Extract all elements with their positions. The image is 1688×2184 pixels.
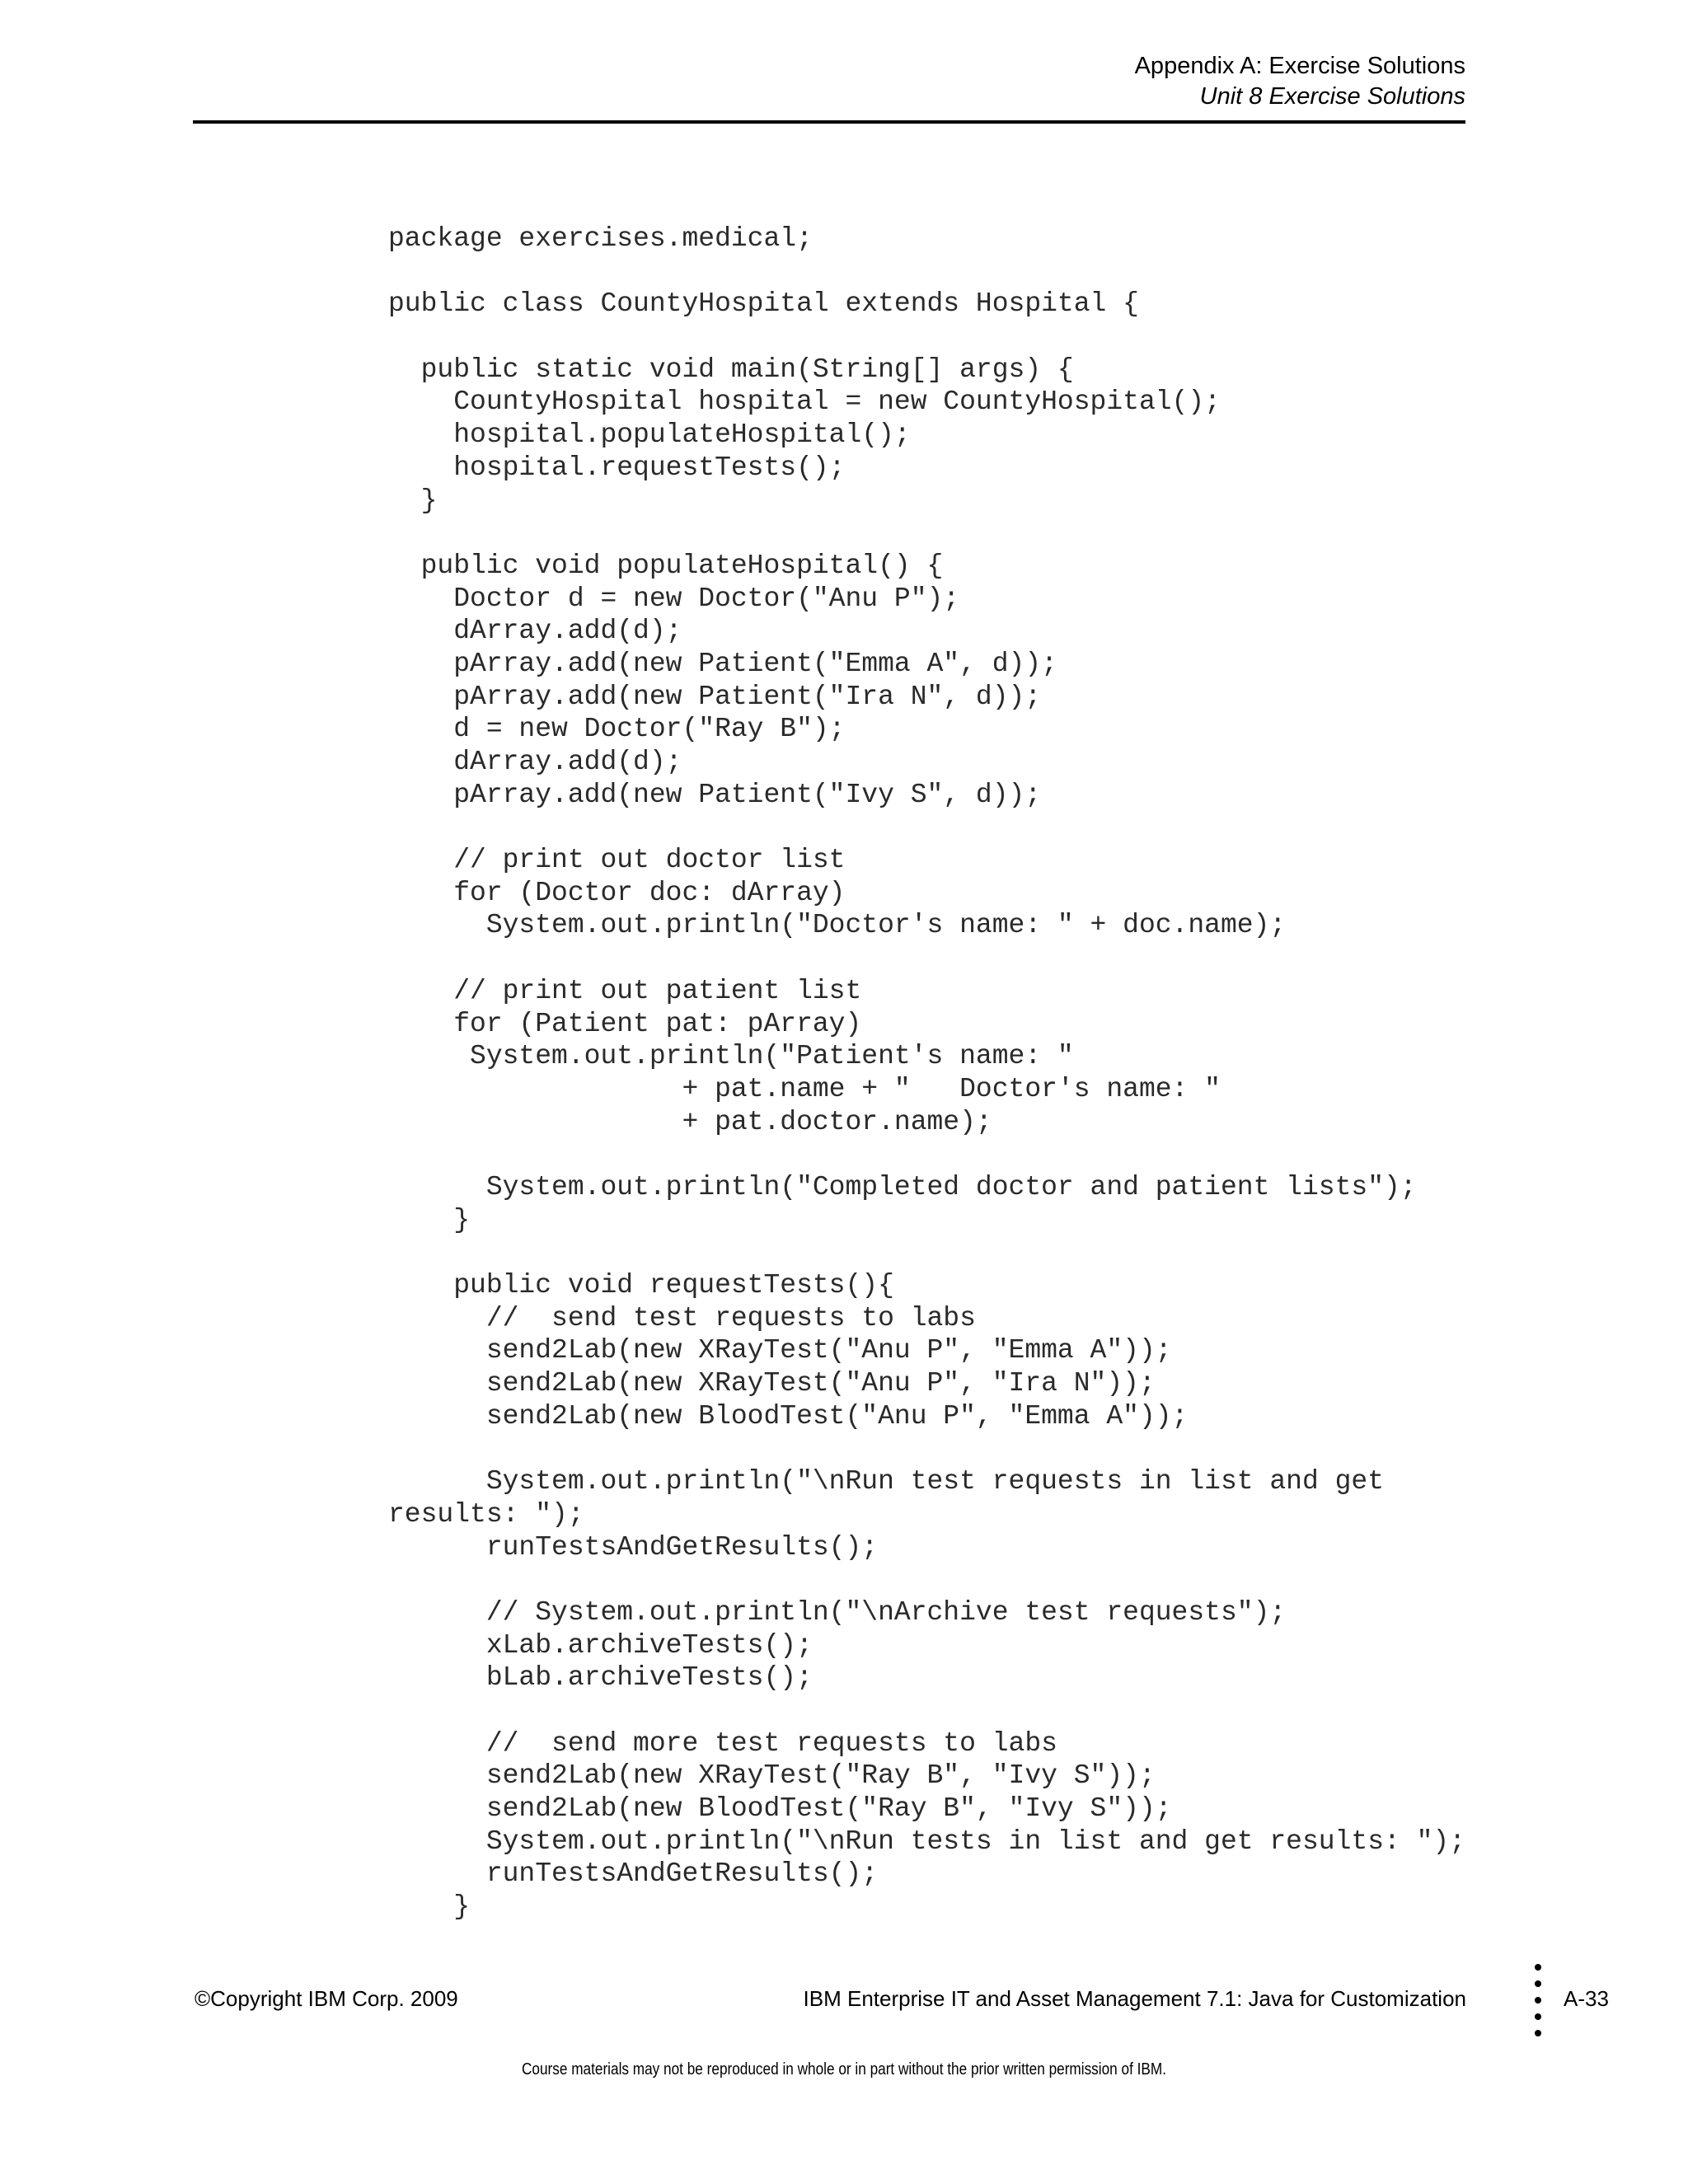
- code-line: + pat.doctor.name);: [388, 1106, 992, 1137]
- code-line: }: [388, 485, 438, 516]
- dot-separator: [1535, 1964, 1543, 2046]
- code-line: pArray.add(new Patient("Emma A", d));: [388, 648, 1057, 679]
- page-number: A-33: [1564, 1986, 1609, 2011]
- code-line: [388, 1563, 1465, 1596]
- code-line: // send test requests to labs: [388, 1302, 976, 1333]
- code-line: package exercises.medical;: [388, 223, 813, 254]
- code-line: send2Lab(new XRayTest("Ray B", "Ivy S"));: [388, 1760, 1156, 1792]
- code-line: public void populateHospital() {: [388, 550, 944, 581]
- code-line: public class CountyHospital extends Hospital {: [388, 288, 1139, 320]
- dot: [1535, 1980, 1541, 1987]
- code-line: pArray.add(new Patient("Ivy S", d));: [388, 779, 1042, 810]
- code-line: pArray.add(new Patient("Ira N", d));: [388, 681, 1042, 712]
- code-line: [388, 811, 1465, 844]
- code-line: for (Patient pat: pArray): [388, 1008, 862, 1039]
- code-line: dArray.add(d);: [388, 616, 682, 647]
- code-line: [388, 1236, 1465, 1269]
- code-listing: [388, 223, 1465, 1924]
- code-line: // print out patient list: [388, 975, 862, 1006]
- code-line: System.out.println("Patient's name: ": [388, 1041, 1074, 1072]
- code-line: // System.out.println("\nArchive test requests");: [388, 1596, 1287, 1628]
- code-line: [388, 1432, 1465, 1465]
- code-line: send2Lab(new XRayTest("Anu P", "Emma A"));: [388, 1335, 1172, 1366]
- code-line: public void requestTests(){: [388, 1270, 894, 1301]
- code-line: results: ");: [388, 1498, 584, 1530]
- code-line: [388, 1138, 1465, 1171]
- unit-subtitle: Unit 8 Exercise Solutions: [1199, 83, 1465, 110]
- code-line: + pat.name + " Doctor's name: ": [388, 1073, 1221, 1104]
- code-line: public static void main(String[] args) {: [388, 354, 1074, 385]
- code-line: Doctor d = new Doctor("Anu P");: [388, 583, 960, 614]
- copyright-text: ©Copyright IBM Corp. 2009: [195, 1986, 458, 2011]
- code-line: System.out.println("Completed doctor and patient lists");: [388, 1171, 1417, 1202]
- code-line: [388, 942, 1465, 975]
- code-line: runTestsAndGetResults();: [388, 1531, 879, 1563]
- code-line: bLab.archiveTests();: [388, 1662, 813, 1694]
- course-title: IBM Enterprise IT and Asset Management 7.1: Java for Customization: [803, 1986, 1466, 2011]
- dot: [1535, 1997, 1541, 2004]
- code-line: [388, 517, 1465, 550]
- code-line: [388, 255, 1465, 288]
- code-line: dArray.add(d);: [388, 747, 682, 777]
- page-header: [1135, 51, 1465, 112]
- code-line: d = new Doctor("Ray B");: [388, 714, 846, 745]
- dot: [1535, 2030, 1541, 2036]
- code-line: System.out.println("\nRun test requests in list and get: [388, 1466, 1384, 1497]
- copyright-notice: Course materials may not be reproduced in whole or in part without the prior written permission of IBM.: [521, 2060, 1166, 2079]
- code-line: [388, 1694, 1465, 1727]
- code-line: send2Lab(new BloodTest("Ray B", "Ivy S"));: [388, 1793, 1172, 1824]
- dot: [1535, 1964, 1541, 1971]
- header-rule: [193, 120, 1465, 124]
- code-line: System.out.println("\nRun tests in list and get results: ");: [388, 1825, 1466, 1857]
- code-line: hospital.requestTests();: [388, 452, 846, 483]
- code-line: send2Lab(new XRayTest("Anu P", "Ira N"));: [388, 1368, 1156, 1399]
- code-line: // print out doctor list: [388, 845, 846, 876]
- code-line: System.out.println("Doctor's name: " + doc.name);: [388, 910, 1287, 941]
- code-line: }: [388, 1891, 471, 1923]
- code-line: runTestsAndGetResults();: [388, 1858, 879, 1890]
- code-line: hospital.populateHospital();: [388, 419, 911, 451]
- appendix-title: Appendix A: Exercise Solutions: [1134, 53, 1465, 79]
- code-line: }: [388, 1204, 471, 1235]
- code-line: CountyHospital hospital = new CountyHospital();: [388, 387, 1221, 418]
- dot: [1535, 2013, 1541, 2020]
- code-line: for (Doctor doc: dArray): [388, 877, 846, 908]
- code-line: send2Lab(new BloodTest("Anu P", "Emma A"));: [388, 1400, 1189, 1432]
- code-line: // send more test requests to labs: [388, 1727, 1057, 1759]
- code-line: [388, 321, 1465, 354]
- code-line: xLab.archiveTests();: [388, 1629, 813, 1661]
